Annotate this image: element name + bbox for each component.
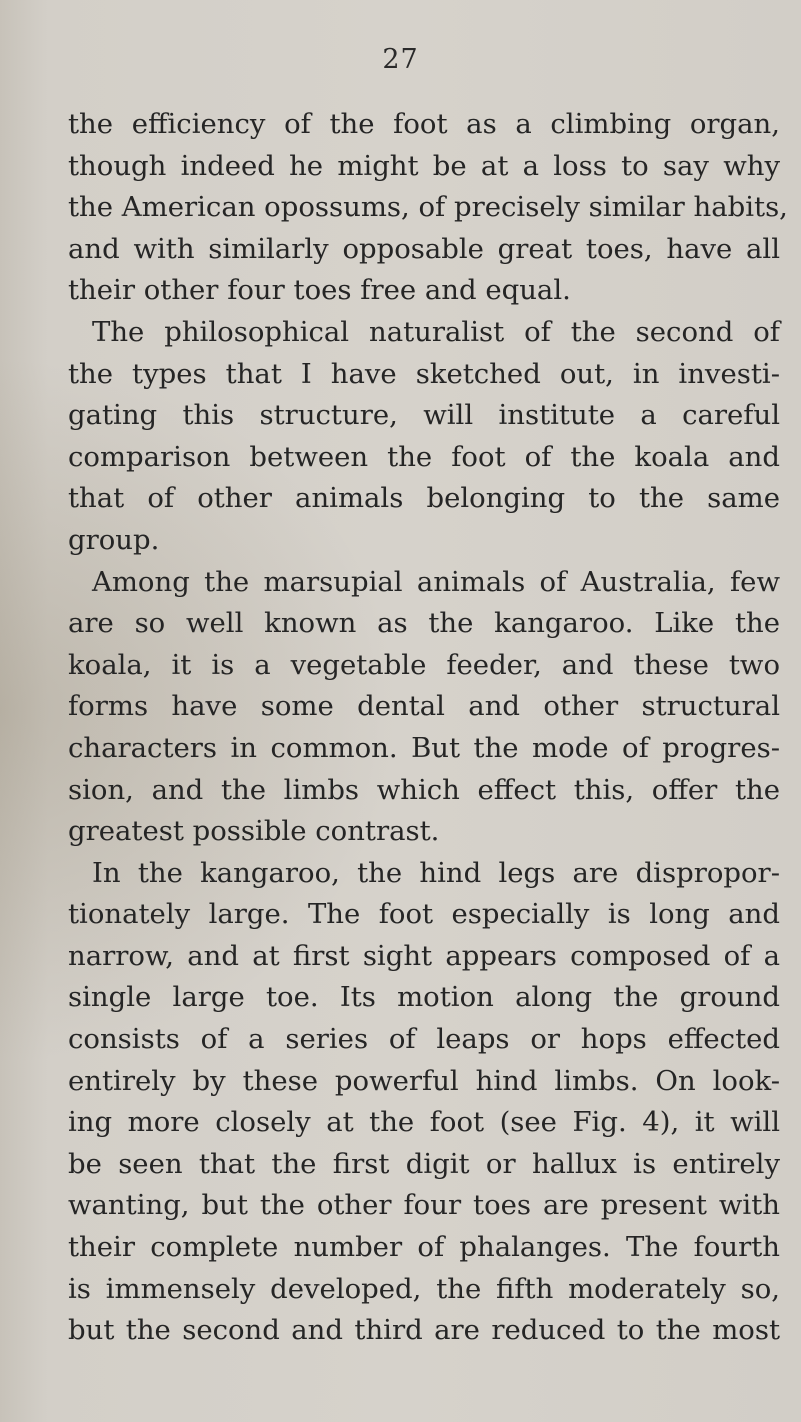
text-line: the types that I have sketched out, in investi- [68, 357, 780, 390]
text-line: characters in common. But the mode of progres- [68, 731, 780, 764]
text-line: though indeed he might be at a loss to say why [68, 149, 780, 182]
body-text [68, 104, 788, 1352]
text-line: tionately large. The foot especially is long and [68, 898, 780, 931]
text-line: is immensely developed, the fifth moderately so, [68, 1272, 780, 1305]
text-line: entirely by these powerful hind limbs. On look- [68, 1064, 780, 1097]
text-line: and with similarly opposable great toes, have all [68, 232, 780, 265]
text-line: their other four toes free and equal. [68, 274, 571, 307]
text-line: wanting, but the other four toes are present with [68, 1189, 780, 1222]
text-line: comparison between the foot of the koala and [68, 440, 780, 473]
text-line: consists of a series of leaps or hops effected [68, 1023, 780, 1056]
text-line: be seen that the first digit or hallux is entirely [68, 1147, 780, 1180]
text-line: koala, it is a vegetable feeder, and these two [68, 648, 780, 681]
text-line: but the second and third are reduced to the most [68, 1314, 780, 1347]
text-line: In the kangaroo, the hind legs are dispropor- [92, 856, 780, 889]
text-line: group. [68, 523, 160, 556]
text-line: the efficiency of the foot as a climbing organ, [68, 108, 780, 140]
text-line: their complete number of phalanges. The fourth [68, 1231, 780, 1264]
page-number: 27 [382, 44, 419, 75]
text-line: gating this structure, will institute a careful [68, 399, 780, 432]
text-line: sion, and the limbs which effect this, offer the [68, 773, 780, 806]
text-line: greatest possible contrast. [68, 815, 440, 848]
text-line: single large toe. Its motion along the ground [68, 981, 780, 1014]
text-line: The philosophical naturalist of the second of [92, 315, 780, 348]
text-line: narrow, and at first sight appears composed of a [68, 939, 780, 972]
text-line: ing more closely at the foot (see Fig. 4), it will [68, 1106, 780, 1139]
text-line: forms have some dental and other structural [68, 690, 780, 723]
text-line: the American opossums, of precisely similar habits, [68, 191, 788, 224]
text-line: Among the marsupial animals of Australia, few [92, 565, 780, 598]
text-line: are so well known as the kangaroo. Like the [68, 607, 780, 640]
text-line: that of other animals belonging to the same [68, 482, 780, 515]
